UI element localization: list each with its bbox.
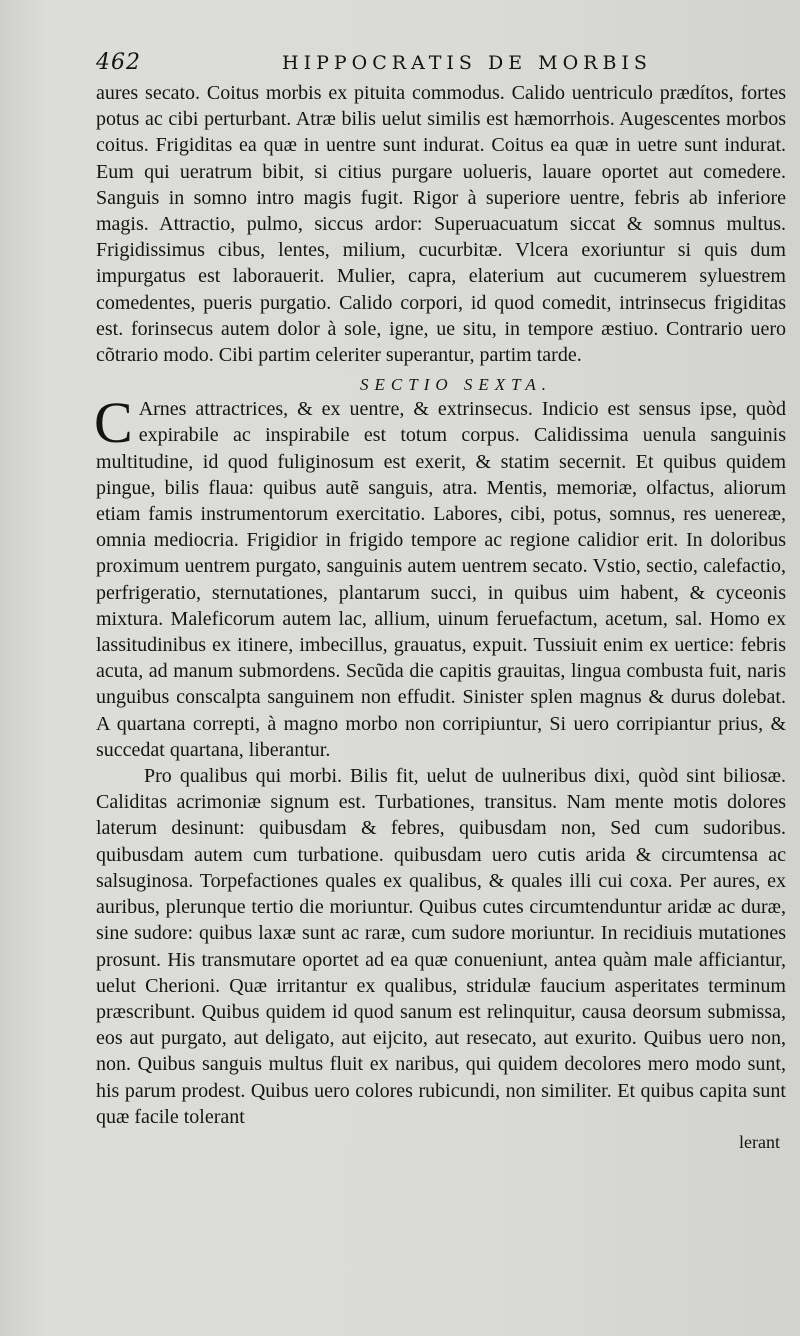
- page-number: 462: [96, 50, 141, 75]
- catchword: lerant: [739, 1131, 780, 1152]
- paragraph-2-text: Arnes attractrices, & ex uentre, & extrinsecus. Indicio est sensus ipse, quòd expirabile ac inspirabile est totum corpus. Calidissima uenula sanguinis multitudine, id quod fuliginosum est exerit, & statim secernit. Et quibus quidem pingue, bilis flaua: quibus autẽ sanguis, atra. Mentis, memoriæ, olfactus, aliorum etiam famis instrumentorum exercitatio. Labores, cibi, potus, somnus, res uenereæ, omnia mediocria. Frigidior in frigido tempore ac regione calidior erit. In doloribus proximum uentrem purgato, sanguinis autem uentrem secato. Vstio, sectio, calefactio, perfrigeratio, sternutationes, plantarum succi, in quibus uim habent, & cyceonis mixtura. Maleficorum autem lac, allium, uinum feruefactum, acetum, sal. Homo ex lassitudinibus ex itinere, imbecillus, grauatus, expuit. Tussiuit enim ex uertice: febris acuta, ad manum submordens. Secũda die capitis grauitas, lingua combusta fuit, naris unguibus conscalpta sanguinem non effudit. Sinister splen magnus & durus dolebat. A quartana correpti, à magno morbo non corripiuntur, Si uero corripiantur prius, & succedat quartana, liberantur.: [96, 398, 786, 761]
- paragraph-3: Pro qualibus qui morbi. Bilis fit, uelut de uulneribus dixi, quòd sint biliosæ. Caliditas acrimoniæ signum est. Turbationes, transitus. Nam mente motis dolores laterum desinunt: quibusdam & febres, quibusdam non, Sed cum sudoribus. quibusdam autem cum turbatione. quibusdam uero cutis arida & circumtensa ac salsuginosa. Torpefactiones quales ex qualibus, & quales illi cui coxa. Per aures, ex auribus, plerunque tertio die moriuntur. Quibus cutes circumtenduntur aridæ ac duræ, sine sudore: quibus laxæ sunt ac raræ, cum sudore moriuntur. In recidiuis mutationes prosunt. His transmutare oportet ad ea quæ conueniunt, antea quàm male afficiantur, uelut Cherioni. Quæ irritantur ex qualibus, stridulæ faucium asperitates terminum præscribunt. Quibus quidem id quod sanum est relinquitur, causa deorsum submissa, eos aut purgato, aut deligato, aut eijcito, aut resecato, aut exurito. Quibus uero non, non. Quibus sanguis multus fluit ex naribus, qui quidem decolores mero modo sunt, his parum prodest. Quibus uero colores rubicundi, non similiter. Et quibus capita sunt quæ facile tolerant: [96, 765, 786, 1128]
- page-body: [96, 80, 786, 1154]
- paragraph-2: [94, 390, 786, 763]
- drop-cap: C: [94, 390, 133, 456]
- section-heading: SECTIO SEXTA.: [360, 375, 552, 395]
- running-title: HIPPOCRATIS DE MORBIS: [282, 52, 652, 74]
- paragraph-1: aures secato. Coitus morbis ex pituita commodus. Calido uentriculo prædítos, fortes potus ac cibi perturbant. Atræ bilis uelut similis est hæmorrhois. Augescentes morbos coitus. Frigiditas ea quæ in uentre sunt indurat. Coitus ea quæ in uetre sunt indurat. Eum qui ueratrum bibit, si citius purgare uolueris, lauare oportet aut comedere. Sanguis in somno intro magis fugit. Rigor à superiore uentre, febris ab inferiore magis. Attractio, pulmo, siccus ardor: Superuacuatum siccat & somnus multus. Frigidissimus cibus, lentes, milium, cucurbitæ. Vlcera exoriuntur si quis dum impurgatus est laborauerit. Mulier, capra, elaterium aut cucumerem syluestrem comedentes, pueris purgatio. Calido corpori, id quod comedit, intrinsecus frigiditas est. forinsecus autem dolor à sole, igne, ue situ, in tempore æstiuo. Contrario uero cõtrario modo. Cibi partim celeriter superantur, partim tarde.: [96, 82, 786, 367]
- page-header: [96, 50, 786, 80]
